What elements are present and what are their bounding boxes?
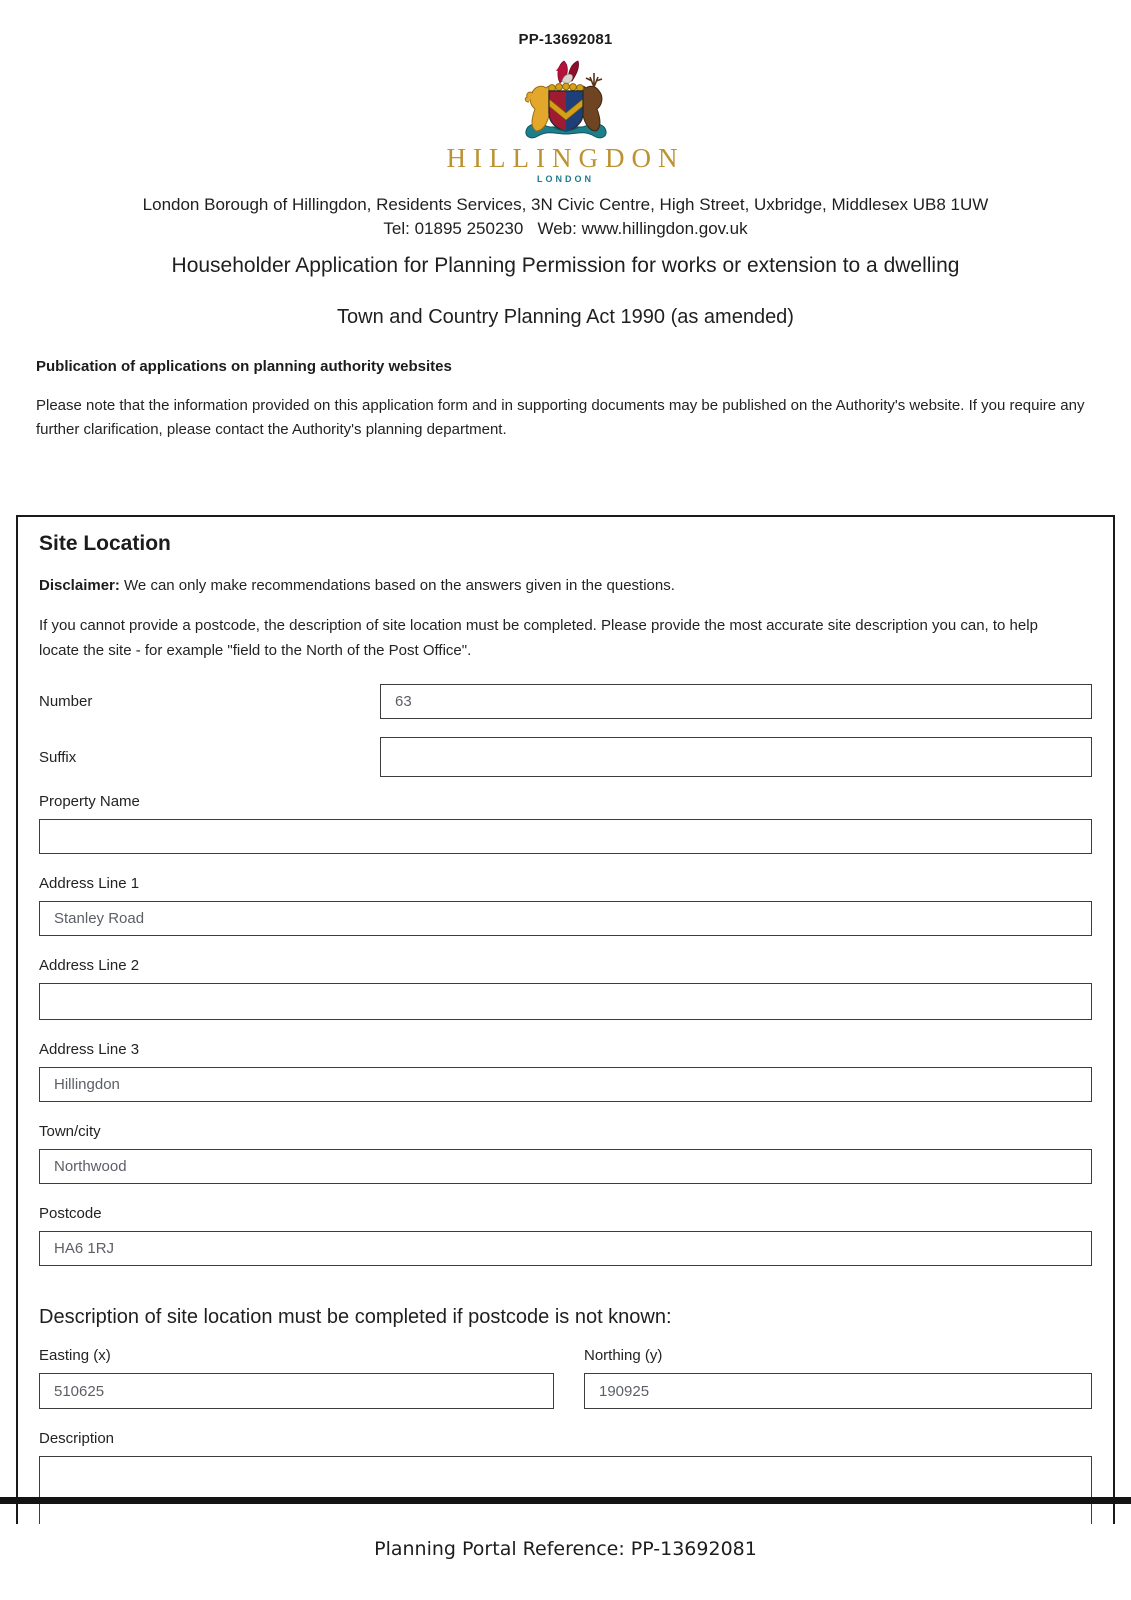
town-city-label: Town/city	[39, 1123, 101, 1140]
disclaimer-text	[39, 575, 1092, 597]
hillingdon-crest-icon	[0, 57, 1131, 185]
site-location-heading: Site Location	[39, 532, 171, 555]
document-title: Householder Application for Planning Permission for works or extension to a dwelling	[171, 254, 960, 277]
town-city-field	[39, 1123, 1092, 1184]
publication-note	[36, 358, 1095, 442]
site-location-intro: If you cannot provide a postcode, the description of site location must be completed. Please provide the most accurate site description you can, to help locate the site - for example "field to the North of the Post Office".	[39, 617, 1038, 659]
address-line-3-input[interactable]	[39, 1067, 1092, 1102]
site-location-section	[16, 515, 1115, 1524]
publication-body: Please note that the information provided on this application form and in supporting documents may be published on the Authority's website. If you require any further clarification, please contact the Authority's planning department.	[36, 397, 1085, 438]
northing-label: Northing (y)	[584, 1347, 663, 1364]
postcode-field	[39, 1205, 1092, 1266]
easting-input[interactable]	[39, 1373, 554, 1409]
page-break-bar	[0, 1497, 1131, 1504]
address-line-2-input[interactable]	[39, 983, 1092, 1020]
suffix-label: Suffix	[39, 748, 77, 766]
postcode-label: Postcode	[39, 1205, 102, 1222]
address-line-3-label: Address Line 3	[39, 1041, 140, 1058]
suffix-field-row	[39, 737, 1092, 777]
address-line-1-input[interactable]	[39, 901, 1092, 936]
planning-reference: PP-13692081	[518, 31, 613, 48]
description-field	[39, 1430, 1092, 1524]
suffix-input[interactable]	[380, 737, 1092, 777]
disclaimer-label: Disclaimer:	[39, 577, 120, 594]
address-line-2-field	[39, 957, 1092, 1020]
footer-reference: Planning Portal Reference: PP-13692081	[374, 1538, 757, 1560]
logo-subtitle: LONDON	[537, 174, 594, 184]
address-line-1-label: Address Line 1	[39, 875, 140, 892]
disclaimer-body: We can only make recommendations based on the answers given in the questions.	[119, 577, 675, 594]
postcode-input[interactable]	[39, 1231, 1092, 1266]
number-label: Number	[39, 693, 93, 710]
logo-wordmark: HILLINGDON	[446, 143, 685, 173]
address-line-1-field	[39, 875, 1092, 936]
property-name-input[interactable]	[39, 819, 1092, 854]
document-subtitle: Town and Country Planning Act 1990 (as amended)	[337, 306, 794, 328]
coordinates-row	[39, 1347, 1092, 1409]
description-heading: Description of site location must be completed if postcode is not known:	[39, 1306, 672, 1328]
description-label: Description	[39, 1430, 115, 1447]
northing-input[interactable]	[584, 1373, 1092, 1409]
number-field-row	[39, 684, 1092, 719]
property-name-field	[39, 793, 1092, 854]
northing-field	[584, 1347, 1092, 1409]
number-input[interactable]	[380, 684, 1092, 719]
authority-contact: Tel: 01895 250230 Web: www.hillingdon.gov.uk	[383, 219, 748, 238]
address-line-3-field	[39, 1041, 1092, 1102]
easting-label: Easting (x)	[39, 1347, 111, 1364]
easting-field	[39, 1347, 554, 1409]
town-city-input[interactable]	[39, 1149, 1092, 1184]
page-header	[0, 0, 1131, 329]
description-textarea[interactable]	[39, 1456, 1092, 1524]
address-line-2-label: Address Line 2	[39, 957, 140, 974]
authority-address: London Borough of Hillingdon, Residents Services, 3N Civic Centre, High Street, Uxbridge, Middlesex UB8 1UW	[142, 195, 989, 214]
publication-heading: Publication of applications on planning authority websites	[36, 358, 452, 375]
property-name-label: Property Name	[39, 793, 140, 810]
